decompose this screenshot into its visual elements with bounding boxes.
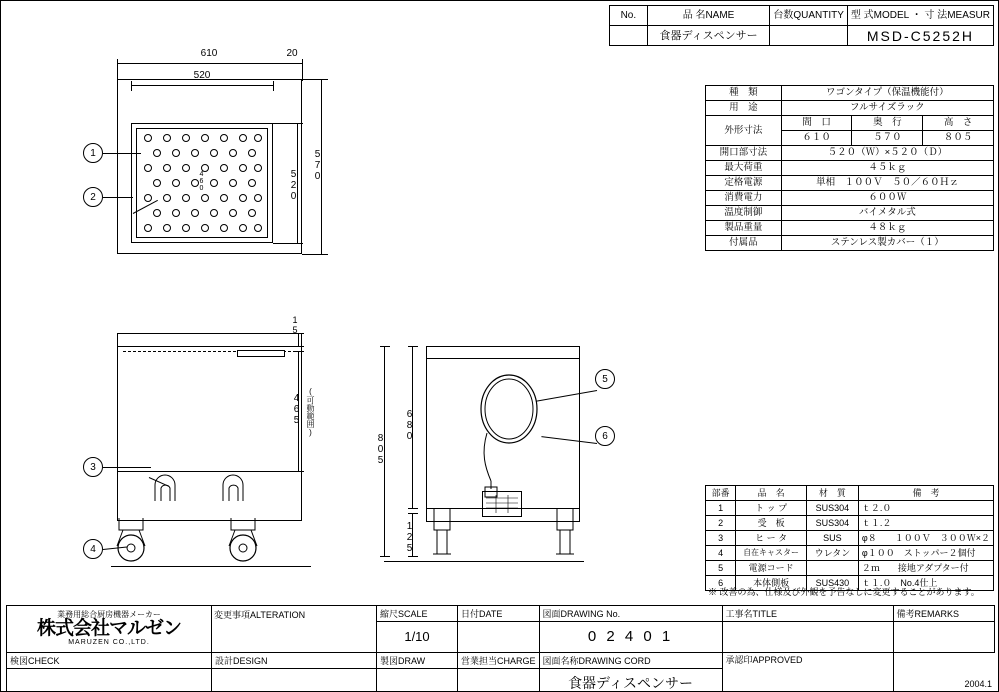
spec-value-9: ステンレス製カバー（１） <box>781 236 993 251</box>
parts-remark-1: ｔ２.０ <box>858 501 993 516</box>
parts-col-remark: 備 考 <box>858 486 993 501</box>
parts-no-2: 2 <box>706 516 736 531</box>
parts-table <box>705 485 994 591</box>
spec-value-6: ６００Ｗ <box>781 191 993 206</box>
dim-520-depth-label: 520 <box>288 169 299 202</box>
spec-sub-depth: 奥 行 <box>852 116 923 131</box>
table-row <box>706 546 994 561</box>
table-row <box>706 206 994 221</box>
spec-table <box>705 85 994 251</box>
remarks-label: 備考REMARKS <box>893 606 994 622</box>
dim-15-label: 15 <box>290 315 300 335</box>
table-row <box>706 101 994 116</box>
parts-no-3: 3 <box>706 531 736 546</box>
heater-coil-left-icon <box>151 473 195 503</box>
caster-left-icon <box>113 516 159 564</box>
table-row <box>706 146 994 161</box>
parts-remark-3: φ８ １００Ｖ ３００Ｗ×２ <box>858 531 993 546</box>
parts-material-4: ウレタン <box>806 546 858 561</box>
dim-570-label: 570 <box>312 149 323 182</box>
dim-465-label: 465 <box>291 393 302 426</box>
charge-value <box>458 669 540 692</box>
table-row <box>706 176 994 191</box>
table-row <box>706 236 994 251</box>
spec-val-width: ６１０ <box>781 131 852 146</box>
side-caster-right-icon <box>551 508 581 564</box>
table-row <box>706 516 994 531</box>
table-row <box>610 6 994 26</box>
header-col-name: 品 名NAME <box>647 6 770 26</box>
parts-material-2: SUS304 <box>806 516 858 531</box>
parts-col-material: 材 質 <box>806 486 858 501</box>
parts-col-name: 品 名 <box>736 486 807 501</box>
parts-material-5 <box>806 561 858 576</box>
table-row <box>706 86 994 101</box>
front-view-body <box>117 333 302 521</box>
drawing-no-value: 0 2 4 0 1 <box>539 622 722 653</box>
spec-label-6: 消費電力 <box>706 191 782 206</box>
parts-note: ※ 改善の為、仕様及び外観を予告なしに変更することがあります。 <box>708 587 980 597</box>
header-col-no: No. <box>610 6 648 26</box>
spec-label-7: 温度制御 <box>706 206 782 221</box>
dim-125-label: 125 <box>404 521 415 554</box>
header-value-qty <box>770 26 848 46</box>
parts-remark-4: φ１００ ストッパー２個付 <box>858 546 993 561</box>
draw-label: 製図DRAW <box>377 653 458 669</box>
parts-no-6: 6 <box>706 576 736 591</box>
table-row <box>706 561 994 576</box>
maker-note: 業務用総合厨房機器メーカー <box>57 610 161 619</box>
approved-label: 承認印APPROVED <box>722 653 893 692</box>
spec-label-5: 定格電源 <box>706 176 782 191</box>
header-col-qty: 台数QUANTITY <box>770 6 848 26</box>
charge-label: 営業担当CHARGE <box>458 653 540 669</box>
remarks-value <box>893 622 994 653</box>
footer-date: 2004.1 <box>964 679 992 689</box>
company-logo: 株式会社マルゼン <box>36 618 181 639</box>
parts-name-1: ト ッ プ <box>736 501 807 516</box>
spec-value-3: ５２０（Ｗ）×５２０（Ｄ） <box>781 146 993 161</box>
spec-sub-height: 高 さ <box>923 116 994 131</box>
design-label: 設計DESIGN <box>212 653 377 669</box>
callout-4: 4 <box>83 539 103 559</box>
spec-value-1: フルサイズラック <box>781 101 993 116</box>
spec-val-depth: ５７０ <box>852 131 923 146</box>
control-box-detail <box>484 493 520 515</box>
callout-6: 6 <box>595 426 615 446</box>
date-label: 日付DATE <box>458 606 540 622</box>
dim-680-label: 680 <box>404 409 415 442</box>
spec-value-8: ４８ｋｇ <box>781 221 993 236</box>
side-caster-left-icon <box>428 508 458 564</box>
parts-name-4: 自在キャスター <box>736 546 807 561</box>
spec-sub-width: 間 口 <box>781 116 852 131</box>
spec-label-9: 付属品 <box>706 236 782 251</box>
table-row <box>706 486 994 501</box>
front-view-handle <box>237 350 285 357</box>
callout-1: 1 <box>83 143 103 163</box>
parts-name-3: ヒ ー タ <box>736 531 807 546</box>
header-col-model: 型 式MODEL ・ 寸 法MEASUR <box>847 6 993 26</box>
parts-remark-6: ｔ１.０ No.4仕上 <box>858 576 993 591</box>
dim-805-label: 805 <box>375 433 386 466</box>
spec-value-4: ４５ｋｇ <box>781 161 993 176</box>
alteration-cell <box>212 606 377 653</box>
heater-coil-right-icon <box>219 473 263 503</box>
table-row <box>706 116 994 131</box>
drawing-cord-label: 図面名称DRAWING CORD <box>539 653 722 669</box>
check-label: 検図CHECK <box>7 653 212 669</box>
title-value <box>722 622 893 653</box>
dim-inner-label: 460 <box>198 171 205 192</box>
spec-label-0: 種 類 <box>706 86 782 101</box>
header-table <box>609 5 994 46</box>
dim-520-width-label: 520 <box>193 70 211 81</box>
company-logo-sub: MARUZEN CO.,LTD. <box>68 639 150 646</box>
spec-val-height: ８０５ <box>923 131 994 146</box>
table-row <box>706 191 994 206</box>
table-row <box>706 501 994 516</box>
parts-remark-2: ｔ１.２ <box>858 516 993 531</box>
spec-label-4: 最大荷重 <box>706 161 782 176</box>
table-row <box>610 26 994 46</box>
power-cord-icon <box>469 371 549 501</box>
parts-name-5: 電源コード <box>736 561 807 576</box>
caster-right-icon <box>225 516 271 564</box>
table-row <box>7 606 995 622</box>
spec-label-8: 製品重量 <box>706 221 782 236</box>
alteration-label: 変更事項ALTERATION <box>214 610 306 620</box>
spec-label-3: 開口部寸法 <box>706 146 782 161</box>
spec-value-5: 単相 １００Ｖ ５０／６０Ｈｚ <box>781 176 993 191</box>
parts-material-3: SUS <box>806 531 858 546</box>
parts-no-1: 1 <box>706 501 736 516</box>
parts-name-6: 本体側板 <box>736 576 807 591</box>
parts-col-no: 部番 <box>706 486 736 501</box>
header-value-no <box>610 26 648 46</box>
parts-material-1: SUS304 <box>806 501 858 516</box>
spec-value-0: ワゴンタイプ（保温機能付） <box>781 86 993 101</box>
parts-no-5: 5 <box>706 561 736 576</box>
design-value <box>212 669 377 692</box>
parts-no-4: 4 <box>706 546 736 561</box>
callout-5: 5 <box>595 369 615 389</box>
header-value-name: 食器ディスペンサー <box>647 26 770 46</box>
spec-label-1: 用 途 <box>706 101 782 116</box>
title-block-table <box>6 605 995 692</box>
drawing-cord-value: 食器ディスペンサー <box>539 669 722 692</box>
table-row <box>706 531 994 546</box>
dim-20-label: 20 <box>286 48 298 59</box>
header-value-model: MSD-C5252H <box>847 26 993 46</box>
callout-2: 2 <box>83 187 103 207</box>
table-row <box>706 221 994 236</box>
scale-label: 縮尺SCALE <box>377 606 458 622</box>
date-value <box>458 622 540 653</box>
parts-name-2: 受 板 <box>736 516 807 531</box>
check-value <box>7 669 212 692</box>
dim-465-note: (可動範囲) <box>306 387 315 437</box>
maker-logo-cell <box>7 606 212 653</box>
scale-value: 1/10 <box>377 622 458 653</box>
parts-material-6: SUS430 <box>806 576 858 591</box>
table-row <box>7 653 995 669</box>
table-row <box>706 161 994 176</box>
callout-3: 3 <box>83 457 103 477</box>
dim-610-label: 610 <box>200 48 218 59</box>
parts-remark-5: ２ｍ 接地アダプター付 <box>858 561 993 576</box>
draw-value <box>377 669 458 692</box>
spec-value-7: バイメタル式 <box>781 206 993 221</box>
drawing-no-label: 図面DRAWING No. <box>539 606 722 622</box>
spec-label-2: 外形寸法 <box>706 116 782 146</box>
title-label: 工事名TITLE <box>722 606 893 622</box>
